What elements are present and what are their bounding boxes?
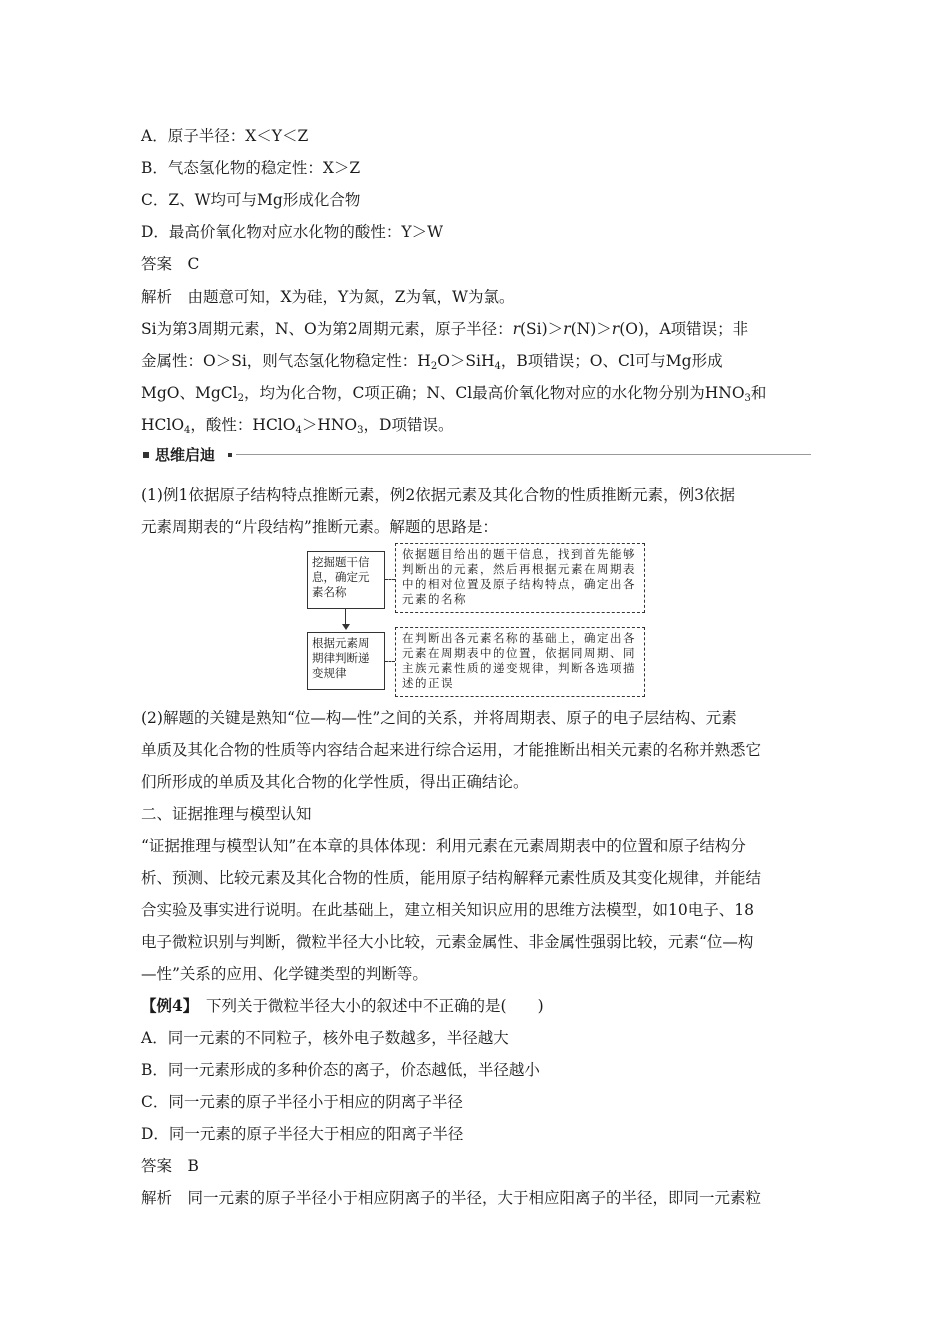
q3-explanation-line-1: Si为第3周期元素，N、O为第2周期元素，原子半径：r(Si)＞r(N)＞r(O)，A项错误；非: [141, 320, 749, 338]
square-bullet-icon: [143, 452, 149, 458]
q3-option-b: B．气态氢化物的稳定性：X＞Z: [141, 159, 361, 177]
q3-option-c: C．Z、W均可与Mg形成化合物: [141, 191, 361, 209]
example-label: 【例4】: [141, 996, 191, 1015]
insight-p1-line-1: (1)例1依据原子结构特点推断元素，例2依据元素及其化合物的性质推断元素，例3依据: [141, 486, 736, 504]
insight-p2-line-3: 们所形成的单质及其化合物的化学性质，得出正确结论。: [141, 773, 529, 791]
section2-line-4: 电子微粒识别与判断，微粒半径大小比较，元素金属性、非金属性强弱比较，元素“位—构: [141, 933, 754, 951]
insight-p2-line-1: (2)解题的关键是熟知“位—构—性”之间的关系，并将周期表、原子的电子层结构、元素: [141, 709, 737, 727]
section2-title: 二、证据推理与模型认知: [141, 805, 312, 823]
q3-option-a: A．原子半径：X＜Y＜Z: [141, 127, 309, 145]
flow-note-2: 在判断出各元素名称的基础上，确定出各 元素在周期表中的位置，依据同周期、同 主族元素性质的递变规律，判断各选项描 述的正误: [395, 627, 645, 697]
insight-p2-line-2: 单质及其化合物的性质等内容结合起来进行综合运用，才能推断出相关元素的名称并熟悉它: [141, 741, 762, 759]
example4-analysis: 解析 同一元素的原子半径小于相应阴离子的半径，大于相应阳离子的半径，即同一元素粒: [141, 1189, 762, 1207]
flow-connector-1: [385, 579, 395, 580]
arrow-down-icon: [342, 624, 350, 630]
q3-analysis: 解析 由题意可知，X为硅，Y为氮，Z为氧，W为氯。: [141, 288, 515, 306]
example4-question: 【例4】 下列关于微粒半径大小的叙述中不正确的是( ): [141, 996, 544, 1015]
example4-option-c: C．同一元素的原子半径小于相应的阴离子半径: [141, 1093, 463, 1111]
thinking-flowchart: [307, 543, 647, 703]
flow-connector-2: [385, 661, 395, 662]
section2-line-2: 析、预测、比较元素及其化合物的性质，能用原子结构解释元素性质及其变化规律，并能结: [141, 869, 762, 887]
section2-line-1: “证据推理与模型认知”在本章的具体体现：利用元素在元素周期表中的位置和原子结构分: [141, 837, 746, 855]
example4-answer: 答案 B: [141, 1157, 199, 1175]
flow-note-1: 依据题目给出的题干信息，找到首先能够 判断出的元素，然后再根据元素在周期表 中的相对位置及原子结构特点，确定出各 元素的名称: [395, 543, 645, 613]
section-divider: [141, 445, 811, 465]
example4-option-a: A．同一元素的不同粒子，核外电子数越多，半径越大: [141, 1029, 509, 1047]
insight-p1-line-2: 元素周期表的“片段结构”推断元素。解题的思路是：: [141, 518, 498, 536]
example4-option-d: D．同一元素的原子半径大于相应的阳离子半径: [141, 1125, 464, 1143]
q3-explanation-line-4: HClO$_4$，酸性：$HClO_4>HNO_3$，D项错误。: [141, 416, 454, 436]
example4-option-b: B．同一元素形成的多种价态的离子，价态越低，半径越小: [141, 1061, 540, 1079]
flow-arrow-line: [345, 609, 346, 625]
section2-line-5: —性”关系的应用、化学键类型的判断等。: [141, 965, 428, 983]
q3-option-d: D．最高价氧化物对应水化物的酸性：Y＞W: [141, 223, 444, 241]
q3-explanation-line-3: MgO、MgCl$_2$，均为化合物，C项正确；N、Cl最高价氧化物对应的水化物分别为$HNO_3$和: [141, 384, 767, 404]
section2-line-3: 合实验及事实进行说明。在此基础上，建立相关知识应用的思维方法模型，如10电子、18: [141, 901, 754, 919]
section-heading: 思维启迪: [155, 446, 216, 464]
divider-rule: [236, 454, 811, 455]
small-square-icon: [228, 453, 232, 457]
flow-step-2: 根据元素周 期律判断递 变规律: [307, 632, 385, 690]
q3-answer: 答案 C: [141, 255, 200, 273]
flow-step-1: 挖掘题干信 息，确定元 素名称: [307, 551, 385, 609]
q3-explanation-line-2: 金属性：O＞Si，则气态氢化物稳定性：$H_2O>SiH_4$，B项错误；O、Cl可与Mg形成: [141, 352, 723, 372]
